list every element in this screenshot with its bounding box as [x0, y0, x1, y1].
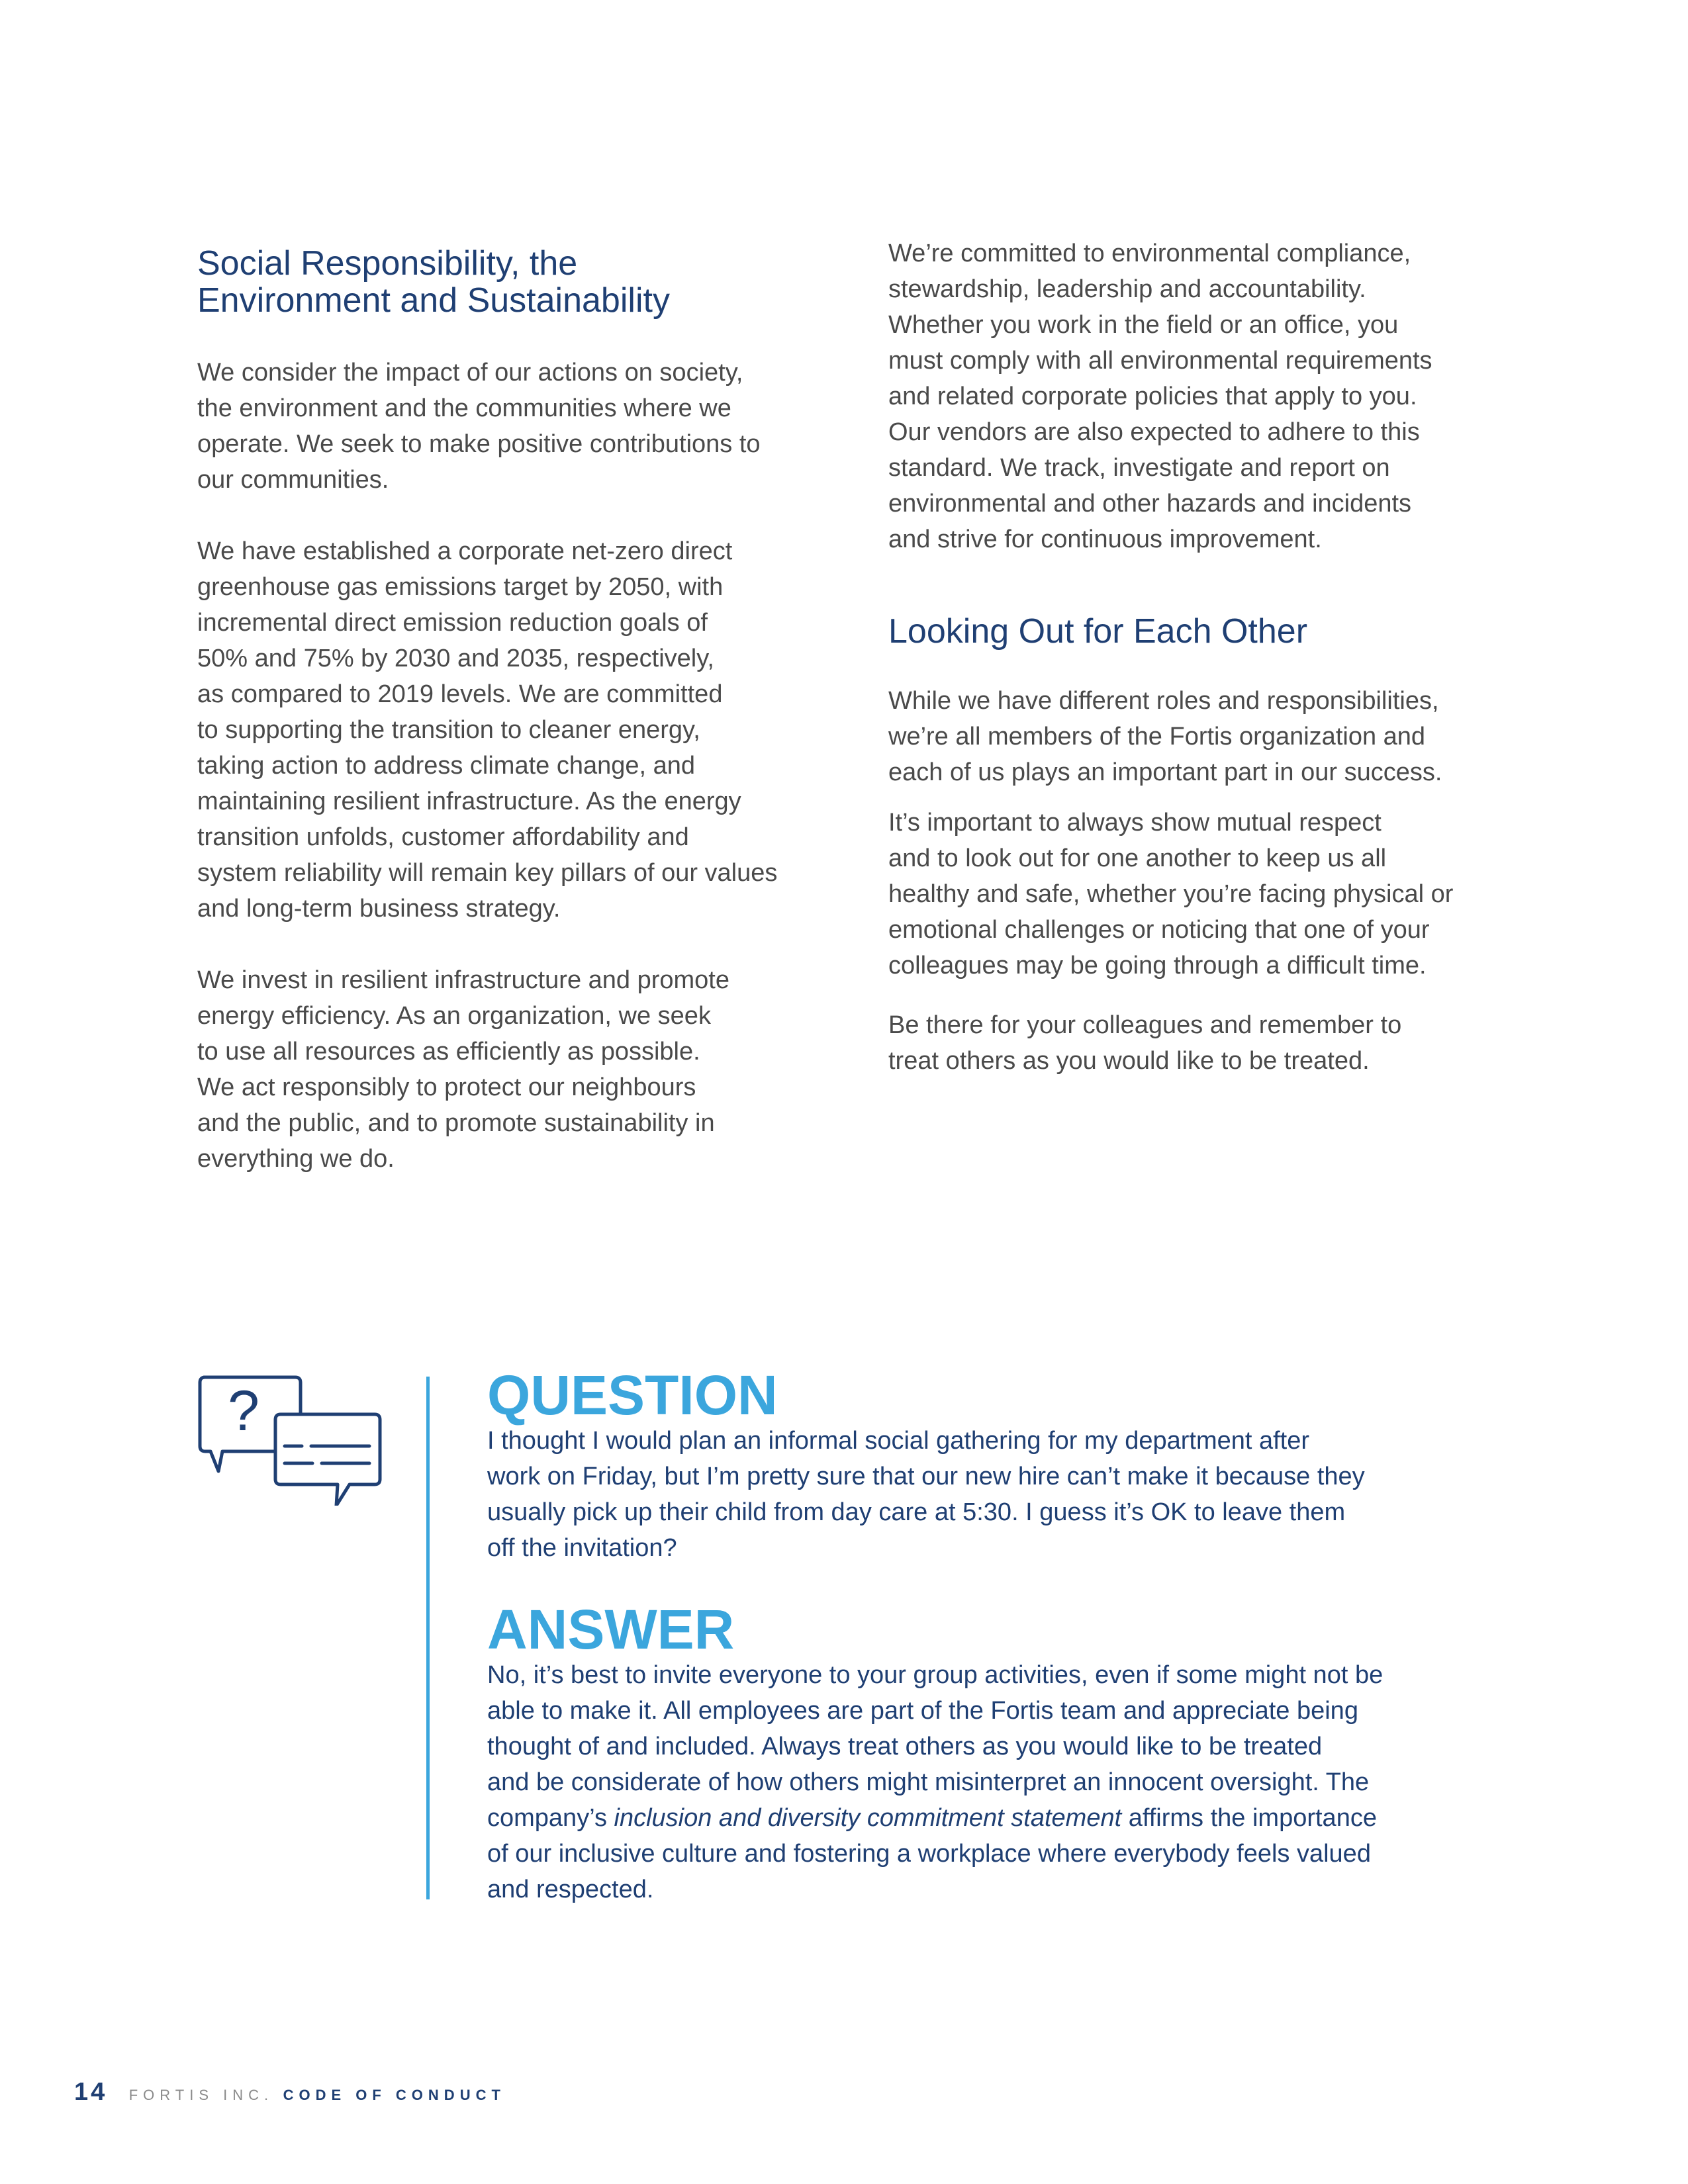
section-heading-looking-out: Looking Out for Each Other	[888, 612, 1308, 651]
svg-text:?: ?	[228, 1379, 259, 1443]
paragraph-environmental-compliance: We’re committed to environmental compliance, stewardship, leadership and accountability. Whether you work in the field or an office, you must comply with all environmental requirements and related corporate policies that apply to you. Our vendors are also expected to adhere to this standard. We track, investigate and report on environmental and other hazards and incidents and strive for continuous improvement.	[888, 240, 1432, 553]
paragraph-net-zero: We have established a corporate net-zero direct greenhouse gas emissions target by 2050, with incremental direct emission reduction goals of 50% and 75% by 2030 and 2035, respectively, as compared to 2019 levels. We are committed to supporting the transition to cleaner energy, taking action to address climate change, and maintaining resilient infrastructure. As the energy transition unfolds, customer affordability and system reliability will remain key pillars of our values and long-term business strategy.	[197, 537, 778, 923]
paragraph-resilient-infrastructure: We invest in resilient infrastructure and promote energy efficiency. As an organization, we seek to use all resources as efficiently as possible. We act responsibly to protect our neighbours and the public, and to promote sustainability in everything we do.	[197, 966, 729, 1173]
question-text: I thought I would plan an informal social gathering for my department after work on Friday, but I’m pretty sure that our new hire can’t make it because they usually pick up their child from day care at 5:30. I guess it’s OK to leave them off the invitation?	[487, 1427, 1365, 1562]
right-column	[888, 240, 1497, 1079]
paragraph-roles: While we have different roles and responsibilities, we’re all members of the Fortis organization and each of us plays an important part in our success.	[888, 687, 1442, 786]
question-block	[487, 1366, 1493, 1566]
page-number: 14	[74, 2078, 108, 2106]
footer-document-title: CODE OF CONDUCT	[283, 2087, 506, 2103]
answer-text: No, it’s best to invite everyone to your group activities, even if some might not be able to make it. All employees are part of the Fortis team and appreciate being thought of and included. Always treat others as you would like to be treated and be considerate of how others might misinterpret an innocent oversight. The company’s inclusion and diversity commitment statement affirms the importance of our inclusive culture and fostering a workplace where everybody feels valued and respected.	[487, 1661, 1383, 1903]
answer-title: ANSWER	[487, 1598, 735, 1661]
footer-company: FORTIS INC.	[128, 2087, 274, 2103]
chat-question-icon	[196, 1373, 383, 1506]
section-heading-social-responsibility: Social Responsibility, the Environment and Sustainability	[197, 244, 670, 320]
page-footer	[74, 2078, 506, 2107]
answer-block	[487, 1600, 1493, 1907]
paragraph-impact: We consider the impact of our actions on society, the environment and the communities where we operate. We seek to make positive contributions to our communities.	[197, 359, 761, 494]
qa-divider	[426, 1377, 430, 1899]
paragraph-mutual-respect: It’s important to always show mutual respect and to look out for one another to keep us all healthy and safe, whether you’re facing physical or emotional challenges or noticing that one of your colleagues may be going through a difficult time.	[888, 809, 1454, 979]
paragraph-be-there: Be there for your colleagues and remember to treat others as you would like to be treated.	[888, 1011, 1402, 1075]
inclusion-diversity-statement-reference: inclusion and diversity commitment statement	[614, 1804, 1122, 1832]
left-column	[197, 245, 806, 1177]
question-title: QUESTION	[487, 1364, 778, 1426]
